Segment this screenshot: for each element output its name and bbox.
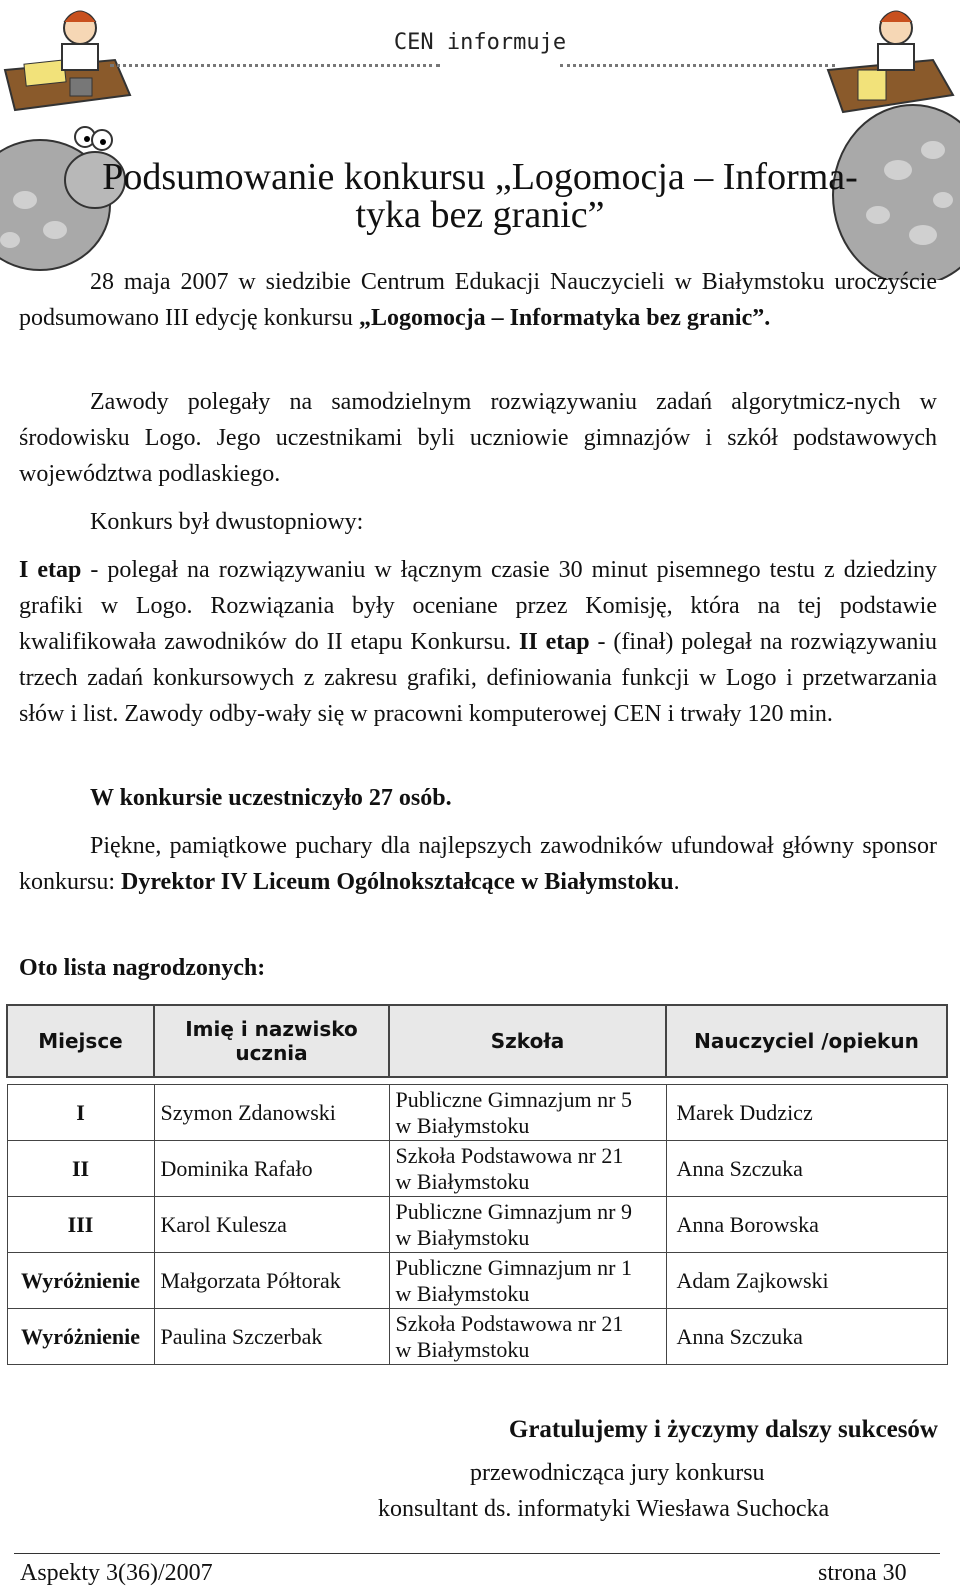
table-row [7, 1085, 947, 1141]
signature: konsultant ds. informatyki Wiesława Suchocka [378, 1496, 830, 1522]
sponsor-name: Dyrektor IV Liceum Ogólnokształcące w Białymstoku [121, 869, 674, 895]
stages-intro-text: Konkurs był dwustopniowy: [90, 509, 364, 535]
cell-teacher: Anna Szczuka [666, 1141, 947, 1197]
contest-name: „Logomocja – Informatyka bez granic”. [358, 305, 771, 331]
cell-place: Wyróżnienie [7, 1253, 154, 1309]
school-name: Publiczne Gimnazjum nr 5 [395, 1086, 632, 1112]
intro-text: 28 maja 2007 w siedzibie Centrum Edukacji Nauczycieli w Białymstoku uroczyście podsumowano III edycję konkursu [19, 269, 937, 331]
table-row [7, 1141, 947, 1197]
table-row [7, 1253, 947, 1309]
school-city: w Białymstoku [395, 1112, 530, 1138]
description-paragraph [19, 384, 937, 492]
article-title-line1: Podsumowanie konkursu „Logomocja – Informa- [102, 156, 858, 198]
stages-intro [19, 504, 937, 540]
cell-school [389, 1141, 666, 1197]
list-heading-block [19, 950, 937, 986]
header-school: Szkoła [389, 1005, 666, 1077]
school-city: w Białymstoku [395, 1336, 530, 1362]
cell-place: III [7, 1197, 154, 1253]
cell-school [389, 1085, 666, 1141]
winners-table [6, 1004, 948, 1365]
header-teacher: Nauczyciel /opiekun [666, 1005, 947, 1077]
sponsor-paragraph [19, 828, 937, 900]
header-divider-right [560, 64, 835, 67]
cell-school [389, 1197, 666, 1253]
cell-student: Dominika Rafało [154, 1141, 389, 1197]
header-student: Imię i nazwisko ucznia [154, 1005, 389, 1077]
school-name: Publiczne Gimnazjum nr 9 [395, 1198, 632, 1224]
cell-student: Paulina Szczerbak [154, 1309, 389, 1365]
participants-paragraph [19, 780, 937, 816]
stage2-text: - (finał) polegał na rozwiązywaniu trzech zadań konkursowych z zakresu grafiki, definiowania funkcji w Logo i przetwarzania słów i list. Zawody odby-wały się w pracowni komputerowej CEN i trwały 120 min. [19, 629, 938, 727]
participants-text: W konkursie uczestniczyło 27 osób. [90, 785, 452, 811]
cell-student: Karol Kulesza [154, 1197, 389, 1253]
intro-paragraph [19, 264, 937, 336]
table-header-row [7, 1005, 947, 1077]
header-divider-left [110, 64, 440, 67]
cell-school [389, 1309, 666, 1365]
footer-issue: Aspekty 3(36)/2007 [20, 1560, 213, 1586]
article-title-line2: tyka bez granic” [355, 194, 605, 236]
list-heading: Oto lista nagrodzonych: [19, 955, 266, 981]
stage1-label: I etap [19, 557, 82, 583]
cell-student: Szymon Zdanowski [154, 1085, 389, 1141]
description-text: Zawody polegały na samodzielnym rozwiązywaniu zadań algorytmicz-nych w środowisku Logo. Jego uczestnikami byli uczniowie gimnazjów i szkół podstawowych województwa podlaskiego. [19, 389, 937, 487]
cell-student: Małgorzata Półtorak [154, 1253, 389, 1309]
table-row [7, 1309, 947, 1365]
cell-place: Wyróżnienie [7, 1309, 154, 1365]
table-row [7, 1197, 947, 1253]
cell-teacher: Adam Zajkowski [666, 1253, 947, 1309]
sponsor-end: . [673, 869, 680, 895]
cell-school [389, 1253, 666, 1309]
stages-paragraph [19, 552, 937, 732]
cell-teacher: Marek Dudzicz [666, 1085, 947, 1141]
cell-place: II [7, 1141, 154, 1197]
school-city: w Białymstoku [395, 1168, 530, 1194]
school-city: w Białymstoku [395, 1224, 530, 1250]
school-name: Szkoła Podstawowa nr 21 [395, 1142, 624, 1168]
stage1-text: - polegał na rozwiązywaniu w łącznym czasie 30 minut pisemnego testu z dziedziny grafiki w Logo. Rozwiązania były oceniane przez Komisję, która na tej podstawie kwalifikowała zawodników do II etapu Konkursu. [19, 557, 937, 655]
school-city: w Białymstoku [395, 1280, 530, 1306]
header-place: Miejsce [7, 1005, 154, 1077]
article-title [20, 158, 940, 234]
school-name: Publiczne Gimnazjum nr 1 [395, 1254, 632, 1280]
jury-role: przewodnicząca jury konkursu [470, 1460, 765, 1486]
footer-divider [14, 1553, 940, 1554]
cell-teacher: Anna Szczuka [666, 1309, 947, 1365]
header-title: CEN informuje [393, 30, 567, 55]
cell-teacher: Anna Borowska [666, 1197, 947, 1253]
school-name: Szkoła Podstawowa nr 21 [395, 1310, 624, 1336]
stage2-label: II etap [519, 629, 590, 655]
sponsor-text: Piękne, pamiątkowe puchary dla najlepszych zawodników ufundował główny sponsor konkursu: [19, 833, 937, 895]
congratulations: Gratulujemy i życzymy dalszy sukcesów [508, 1416, 938, 1443]
cell-place: I [7, 1085, 154, 1141]
footer-page: strona 30 [818, 1560, 907, 1586]
